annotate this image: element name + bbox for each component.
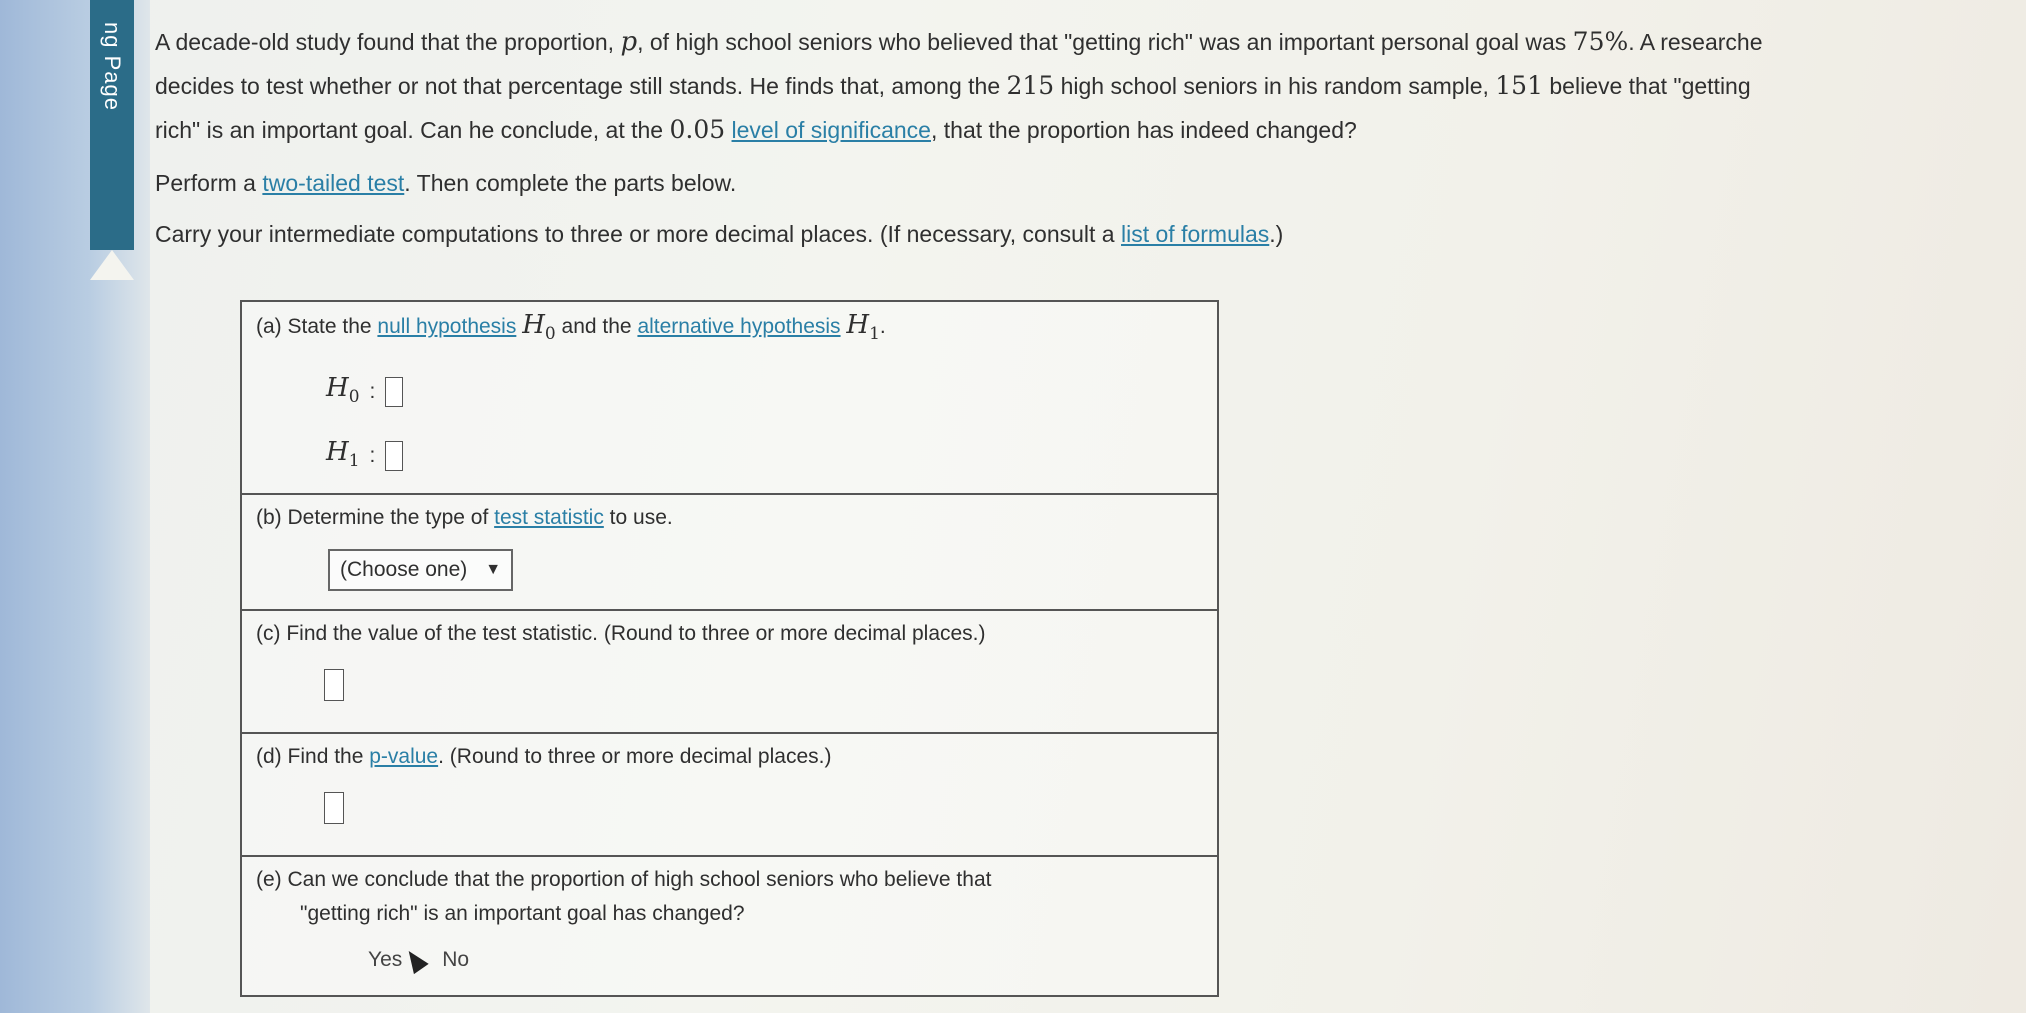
part-d-tag: (d) <box>256 745 282 769</box>
carry-instruction <box>155 213 2015 256</box>
yes-no-options <box>368 943 1201 977</box>
var-p: p <box>620 27 638 57</box>
parts-table <box>240 300 1219 997</box>
h0-input[interactable] <box>385 377 403 407</box>
part-e-tag: (e) <box>256 868 282 892</box>
no-option[interactable]: No <box>442 948 470 972</box>
h1-row-label <box>326 435 360 478</box>
question-text-part: high school seniors in his random sample, <box>1054 73 1496 99</box>
question-text-part: , of high school seniors who believed that "getting rich" was an important personal goal was <box>637 29 1573 55</box>
part-c-tag: (c) <box>256 622 281 646</box>
part-c <box>242 611 1217 734</box>
level-of-significance-link[interactable]: level of significance <box>731 117 931 143</box>
h1-row <box>326 433 1201 479</box>
part-e <box>242 857 1217 995</box>
alternative-hypothesis-link[interactable]: alternative hypothesis <box>637 315 841 338</box>
part-a-text: and the <box>555 315 638 338</box>
h1-row-subscript: 1 <box>348 450 360 471</box>
p-value-link[interactable]: p-value <box>369 745 439 769</box>
proportion-value: 75% <box>1572 27 1629 56</box>
h0-subscript: 0 <box>544 324 556 345</box>
carry-text: Carry your intermediate computations to three or more decimal places. (If necessary, consult a <box>155 221 1121 247</box>
part-a-text: State the <box>287 315 378 338</box>
h0-colon: : <box>369 380 376 404</box>
question-text <box>155 20 2015 152</box>
perform-instruction <box>155 162 2015 205</box>
part-a-text: . <box>879 315 886 338</box>
success-count: 151 <box>1495 71 1543 100</box>
two-tailed-test-link[interactable]: two-tailed test <box>262 170 405 196</box>
test-statistic-link[interactable]: test statistic <box>494 506 604 530</box>
part-c-text: Find the value of the test statistic. (Round to three or more decimal places.) <box>286 622 986 646</box>
side-tab-label: ng Page <box>100 22 125 111</box>
side-tab-notch <box>90 250 134 280</box>
test-statistic-select[interactable] <box>328 549 513 591</box>
part-a <box>242 302 1217 495</box>
question-text-part: A decade-old study found that the proportion, <box>155 29 621 55</box>
select-value: (Choose one) <box>340 558 468 582</box>
h0-row-letter: H <box>326 372 349 403</box>
pointer-arrow-icon <box>402 946 429 974</box>
question-text-part: . A researche <box>1628 29 1763 55</box>
question-text-part: , that the proportion has indeed changed? <box>930 117 1357 143</box>
part-d <box>242 734 1217 857</box>
h1-colon: : <box>369 444 376 468</box>
test-statistic-input[interactable] <box>324 669 344 701</box>
h1-row-letter: H <box>326 436 349 467</box>
null-hypothesis-link[interactable]: null hypothesis <box>377 315 517 338</box>
part-e-text: Can we conclude that the proportion of high school seniors who believe that <box>287 868 992 892</box>
sample-size: 215 <box>1006 71 1055 100</box>
part-b-tag: (b) <box>256 506 282 530</box>
part-b-text: to use. <box>603 506 673 530</box>
part-d-text: . (Round to three or more decimal places.) <box>438 745 832 769</box>
question-text-part: decides to test whether or not that percentage still stands. He finds that, among the <box>155 73 1007 99</box>
side-tab[interactable] <box>90 0 134 250</box>
part-d-text: Find the <box>287 745 370 769</box>
part-e-text: "getting rich" is an important goal has changed? <box>300 902 745 926</box>
h1-letter: H <box>846 310 870 340</box>
h1-input[interactable] <box>385 441 403 471</box>
yes-option[interactable]: Yes <box>368 948 403 972</box>
part-b-text: Determine the type of <box>287 506 495 530</box>
question-content <box>155 20 2015 256</box>
list-of-formulas-link[interactable]: list of formulas <box>1121 221 1270 247</box>
h0-row-subscript: 0 <box>348 386 360 407</box>
h0-letter: H <box>522 310 545 340</box>
h0-symbol <box>522 310 556 345</box>
perform-text: Perform a <box>155 170 263 196</box>
carry-text: .) <box>1269 221 1284 247</box>
alpha-value: 0.05 <box>669 115 726 144</box>
question-text-part: rich" is an important goal. Can he conclude, at the <box>155 117 670 143</box>
p-value-input[interactable] <box>324 792 344 824</box>
part-b <box>242 495 1217 611</box>
h1-symbol <box>846 310 880 345</box>
perform-text: . Then complete the parts below. <box>404 170 737 196</box>
h0-row <box>326 369 1201 415</box>
part-a-tag: (a) <box>256 315 282 338</box>
h1-subscript: 1 <box>869 324 880 345</box>
caret-down-icon: ▼ <box>485 561 502 579</box>
question-text-part: believe that "getting <box>1543 73 1751 99</box>
h0-row-label <box>326 371 360 414</box>
